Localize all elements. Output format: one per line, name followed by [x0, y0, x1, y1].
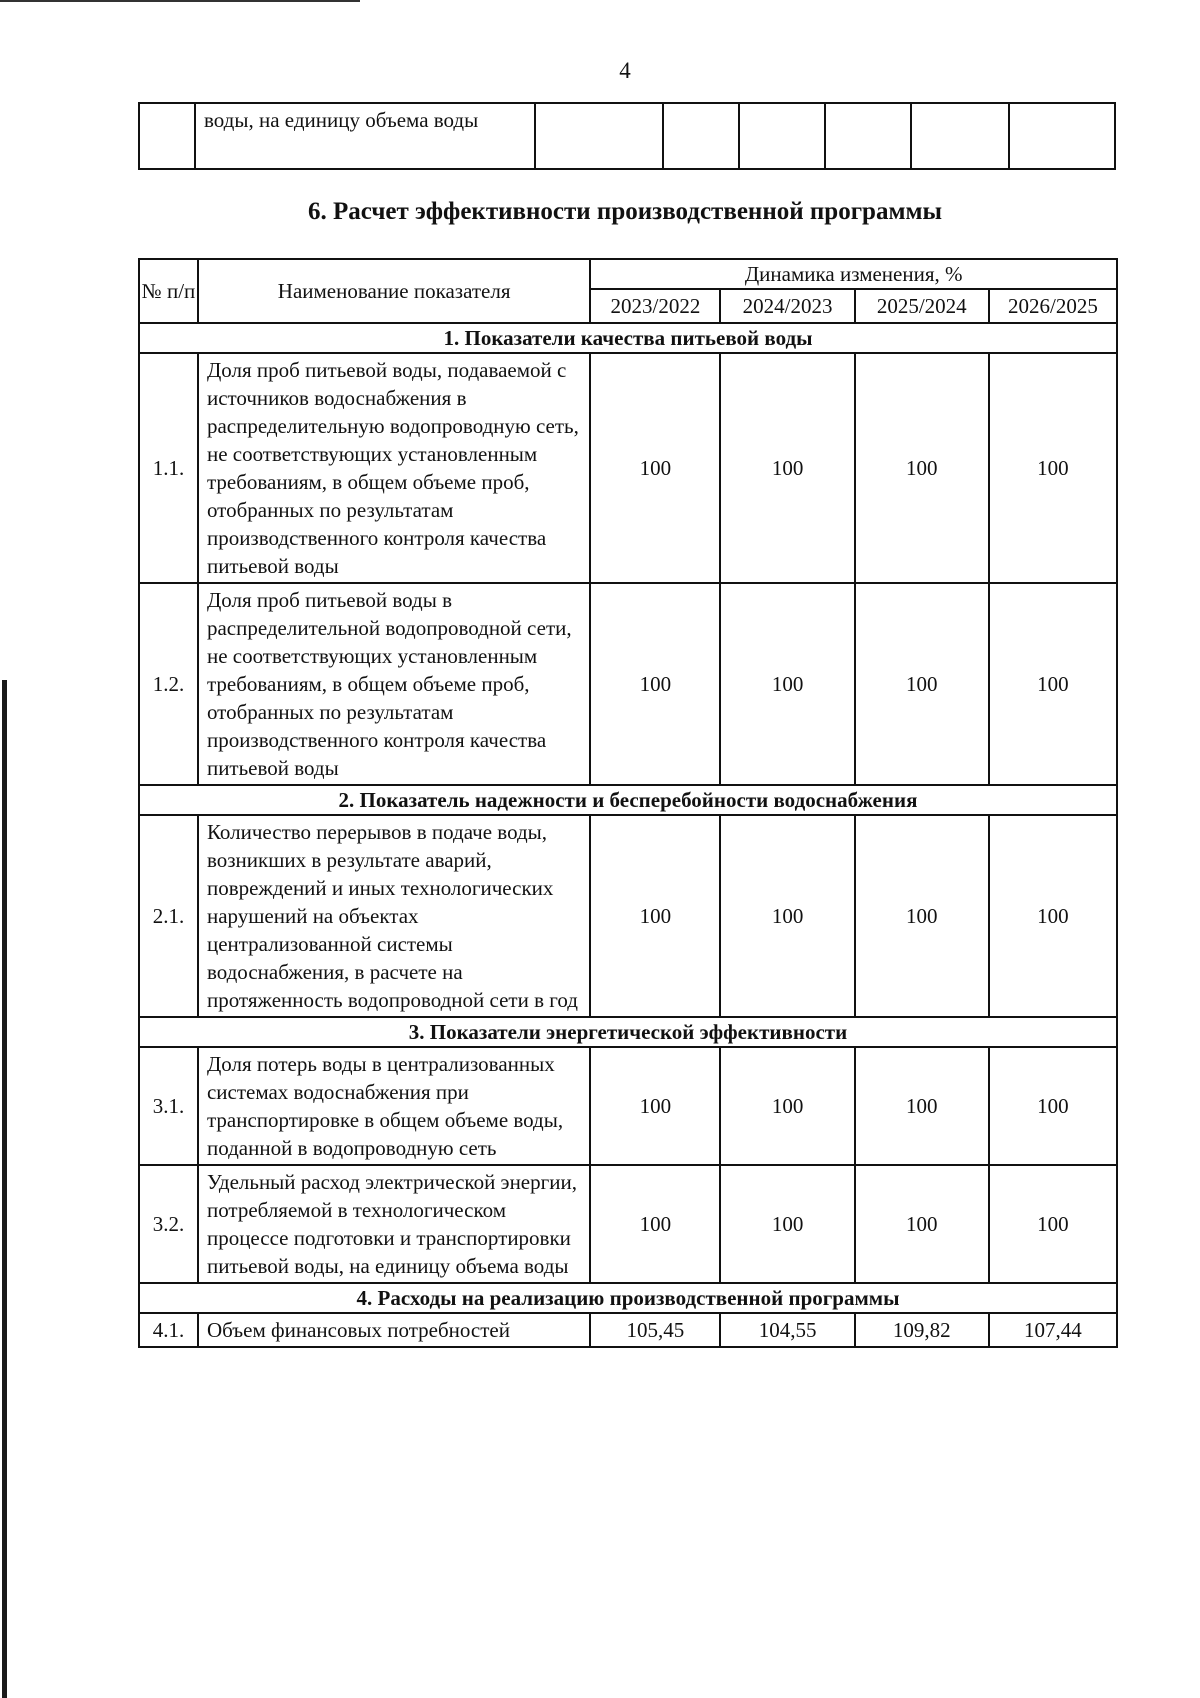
group-row — [139, 785, 1117, 815]
row-value: 100 — [989, 1047, 1117, 1165]
row-number: 3.1. — [139, 1047, 198, 1165]
row-value: 100 — [720, 815, 854, 1017]
row-value: 100 — [989, 815, 1117, 1017]
row-value: 100 — [720, 1047, 854, 1165]
scan-artifact-edge — [2, 680, 7, 1698]
row-value: 100 — [590, 583, 720, 785]
header-row — [139, 259, 1117, 289]
row-value: 105,45 — [590, 1313, 720, 1347]
continuation-cell-empty — [825, 103, 911, 169]
header-year: 2023/2022 — [590, 289, 720, 323]
scan-artifact-top — [0, 0, 360, 2]
row-value: 100 — [855, 1047, 989, 1165]
row-name: Доля проб питьевой воды в распределительной водопроводной сети, не соответствующих установленным требованиям, в общем объеме проб, отобранных по результатам производственного контроля качества питьевой воды — [198, 583, 590, 785]
continuation-table — [138, 102, 1116, 170]
row-value: 100 — [720, 353, 854, 583]
page-number: 4 — [619, 58, 631, 83]
group-title: 3. Показатели энергетической эффективности — [139, 1017, 1117, 1047]
header-dynamics: Динамика изменения, % — [590, 259, 1117, 289]
section-title: 6. Расчет эффективности производственной программы — [307, 198, 943, 225]
continuation-cell-empty — [535, 103, 663, 169]
continuation-cell-empty — [739, 103, 825, 169]
row-value: 100 — [989, 583, 1117, 785]
row-value: 100 — [590, 815, 720, 1017]
row-value: 100 — [590, 1165, 720, 1283]
continuation-cell-empty — [663, 103, 739, 169]
row-value: 100 — [855, 353, 989, 583]
row-value: 107,44 — [989, 1313, 1117, 1347]
row-value: 100 — [855, 815, 989, 1017]
continuation-cell-name: воды, на единицу объема воды — [195, 103, 535, 169]
continuation-row — [139, 103, 1115, 169]
row-value: 109,82 — [855, 1313, 989, 1347]
group-row — [139, 323, 1117, 353]
row-value: 100 — [989, 1165, 1117, 1283]
row-value: 100 — [720, 1165, 854, 1283]
header-name: Наименование показателя — [198, 259, 590, 323]
row-value: 100 — [855, 583, 989, 785]
group-row — [139, 1283, 1117, 1313]
row-value: 104,55 — [720, 1313, 854, 1347]
row-value: 100 — [590, 353, 720, 583]
header-year: 2026/2025 — [989, 289, 1117, 323]
row-number: 1.1. — [139, 353, 198, 583]
efficiency-table — [138, 258, 1118, 1348]
table-row — [139, 583, 1117, 785]
row-name: Количество перерывов в подаче воды, возникших в результате аварий, повреждений и иных технологических нарушений на объектах централизованной системы водоснабжения, в расчете на протяженность водопроводной сети в год — [198, 815, 590, 1017]
row-name: Удельный расход электрической энергии, потребляемой в технологическом процессе подготовки и транспортировки питьевой воды, на единицу объема воды — [198, 1165, 590, 1283]
group-title: 1. Показатели качества питьевой воды — [139, 323, 1117, 353]
row-value: 100 — [989, 353, 1117, 583]
row-value: 100 — [720, 583, 854, 785]
continuation-cell-no — [139, 103, 195, 169]
group-title: 4. Расходы на реализацию производственной программы — [139, 1283, 1117, 1313]
row-value: 100 — [855, 1165, 989, 1283]
group-row — [139, 1017, 1117, 1047]
row-number: 3.2. — [139, 1165, 198, 1283]
continuation-cell-empty — [911, 103, 1009, 169]
row-number: 1.2. — [139, 583, 198, 785]
header-year: 2024/2023 — [720, 289, 854, 323]
table-row — [139, 815, 1117, 1017]
table-row — [139, 1165, 1117, 1283]
table-row — [139, 353, 1117, 583]
row-number: 2.1. — [139, 815, 198, 1017]
row-name: Доля потерь воды в централизованных системах водоснабжения при транспортировке в общем объеме воды, поданной в водопроводную сеть — [198, 1047, 590, 1165]
row-name: Доля проб питьевой воды, подаваемой с источников водоснабжения в распределительную водопроводную сеть, не соответствующих установленным требованиям, в общем объеме проб, отобранных по результатам производственного контроля качества питьевой воды — [198, 353, 590, 583]
header-year: 2025/2024 — [855, 289, 989, 323]
row-value: 100 — [590, 1047, 720, 1165]
table-row — [139, 1047, 1117, 1165]
header-no: № п/п — [139, 259, 198, 323]
row-name: Объем финансовых потребностей — [198, 1313, 590, 1347]
row-number: 4.1. — [139, 1313, 198, 1347]
table-row — [139, 1313, 1117, 1347]
continuation-cell-empty — [1009, 103, 1115, 169]
group-title: 2. Показатель надежности и бесперебойности водоснабжения — [139, 785, 1117, 815]
